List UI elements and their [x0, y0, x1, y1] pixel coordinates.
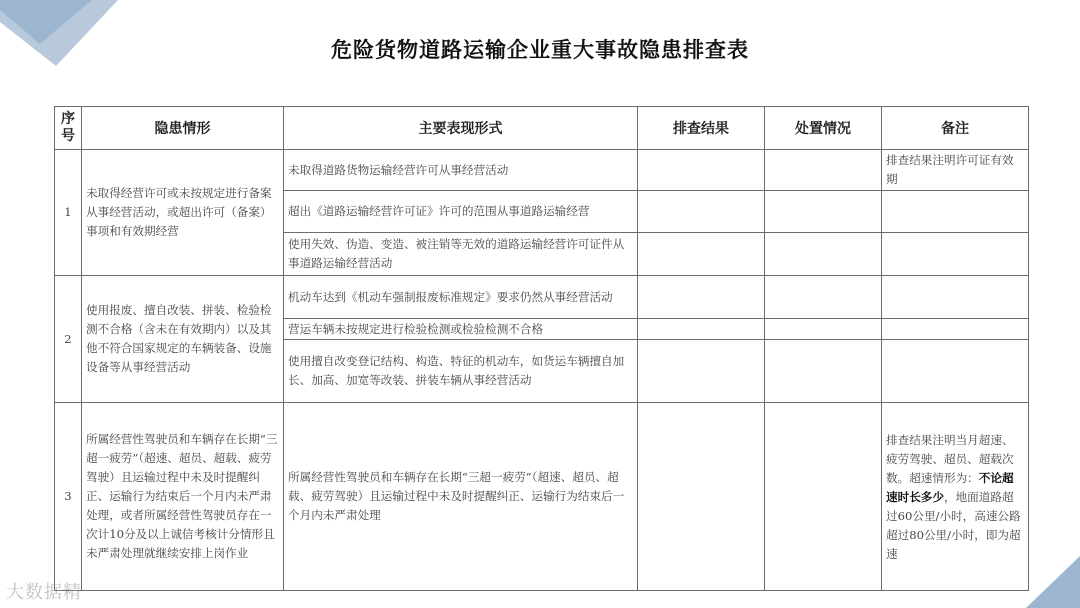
- form-cell: 使用擅自改变登记结构、构造、特征的机动车，如货运车辆擅自加长、加高、加宽等改装、拼装车辆从事经营活动: [284, 340, 638, 403]
- handling-cell[interactable]: [765, 233, 882, 276]
- result-cell[interactable]: [638, 233, 765, 276]
- header-hazard: 隐患情形: [82, 107, 284, 150]
- hazard-cell: 未取得经营许可或未按规定进行备案从事经营活动，或超出许可（备案）事项和有效期经营: [82, 150, 284, 276]
- handling-cell[interactable]: [765, 276, 882, 319]
- table-row: [55, 150, 1029, 191]
- form-cell: 机动车达到《机动车强制报废标准规定》要求仍然从事经营活动: [284, 276, 638, 319]
- result-cell[interactable]: [638, 340, 765, 403]
- row-number: 3: [55, 403, 82, 591]
- header-remark: 备注: [882, 107, 1029, 150]
- remark-cell: [882, 403, 1029, 591]
- remark-text-tail: ，地面道路超过60公里/小时，高速公路超过80公里/小时，即为超速: [886, 490, 1021, 561]
- result-cell[interactable]: [638, 150, 765, 191]
- header-handling: 处置情况: [765, 107, 882, 150]
- remark-cell: [882, 319, 1029, 340]
- form-cell: 超出《道路运输经营许可证》许可的范围从事道路运输经营: [284, 191, 638, 233]
- hazard-table: [54, 106, 1029, 591]
- hazard-cell: 所属经营性驾驶员和车辆存在长期“三超一疲劳”（超速、超员、超载、疲劳驾驶）且运输过程中未及时提醒纠正、运输行为结束后一个月内未严肃处理，或者所属经营性驾驶员存在一次计10分及以上诚信考核计分情形且未严肃处理就继续安排上岗作业: [82, 403, 284, 591]
- table-row: [55, 403, 1029, 591]
- handling-cell[interactable]: [765, 403, 882, 591]
- result-cell[interactable]: [638, 403, 765, 591]
- form-cell: 未取得道路货物运输经营许可从事经营活动: [284, 150, 638, 191]
- handling-cell[interactable]: [765, 191, 882, 233]
- remark-cell: [882, 233, 1029, 276]
- handling-cell[interactable]: [765, 340, 882, 403]
- remark-cell: 排查结果注明许可证有效期: [882, 150, 1029, 191]
- remark-cell: [882, 276, 1029, 319]
- table-row: [55, 276, 1029, 319]
- form-cell: 使用失效、伪造、变造、被注销等无效的道路运输经营许可证件从事道路运输经营活动: [284, 233, 638, 276]
- header-result: 排查结果: [638, 107, 765, 150]
- watermark: 大数据精: [6, 582, 82, 603]
- header-seq-line1: 序: [61, 111, 75, 127]
- page-title: 危险货物道路运输企业重大事故隐患排查表: [331, 37, 749, 62]
- header-seq-line2: 号: [61, 128, 75, 144]
- row-number: 1: [55, 150, 82, 276]
- form-cell: 所属经营性驾驶员和车辆存在长期“三超一疲劳”（超速、超员、超载、疲劳驾驶）且运输过程中未及时提醒纠正、运输行为结束后一个月内未严肃处理: [284, 403, 638, 591]
- handling-cell[interactable]: [765, 150, 882, 191]
- hazard-cell: 使用报废、擅自改装、拼装、检验检测不合格（含未在有效期内）以及其他不符合国家规定的车辆装备、设施设备等从事经营活动: [82, 276, 284, 403]
- remark-cell: [882, 191, 1029, 233]
- row-number: 2: [55, 276, 82, 403]
- remark-text: 排查结果注明当月超速、疲劳驾驶、超员、超载次数。超速情形为：: [886, 433, 1014, 485]
- header-row: [55, 107, 1029, 150]
- header-forms: 主要表现形式: [284, 107, 638, 150]
- handling-cell[interactable]: [765, 319, 882, 340]
- result-cell[interactable]: [638, 191, 765, 233]
- remark-cell: [882, 340, 1029, 403]
- remark-emphasis: 不论超速时长多少: [886, 471, 1014, 504]
- result-cell[interactable]: [638, 319, 765, 340]
- form-cell: 营运车辆未按规定进行检验检测或检验检测不合格: [284, 319, 638, 340]
- result-cell[interactable]: [638, 276, 765, 319]
- header-seq: [55, 107, 82, 150]
